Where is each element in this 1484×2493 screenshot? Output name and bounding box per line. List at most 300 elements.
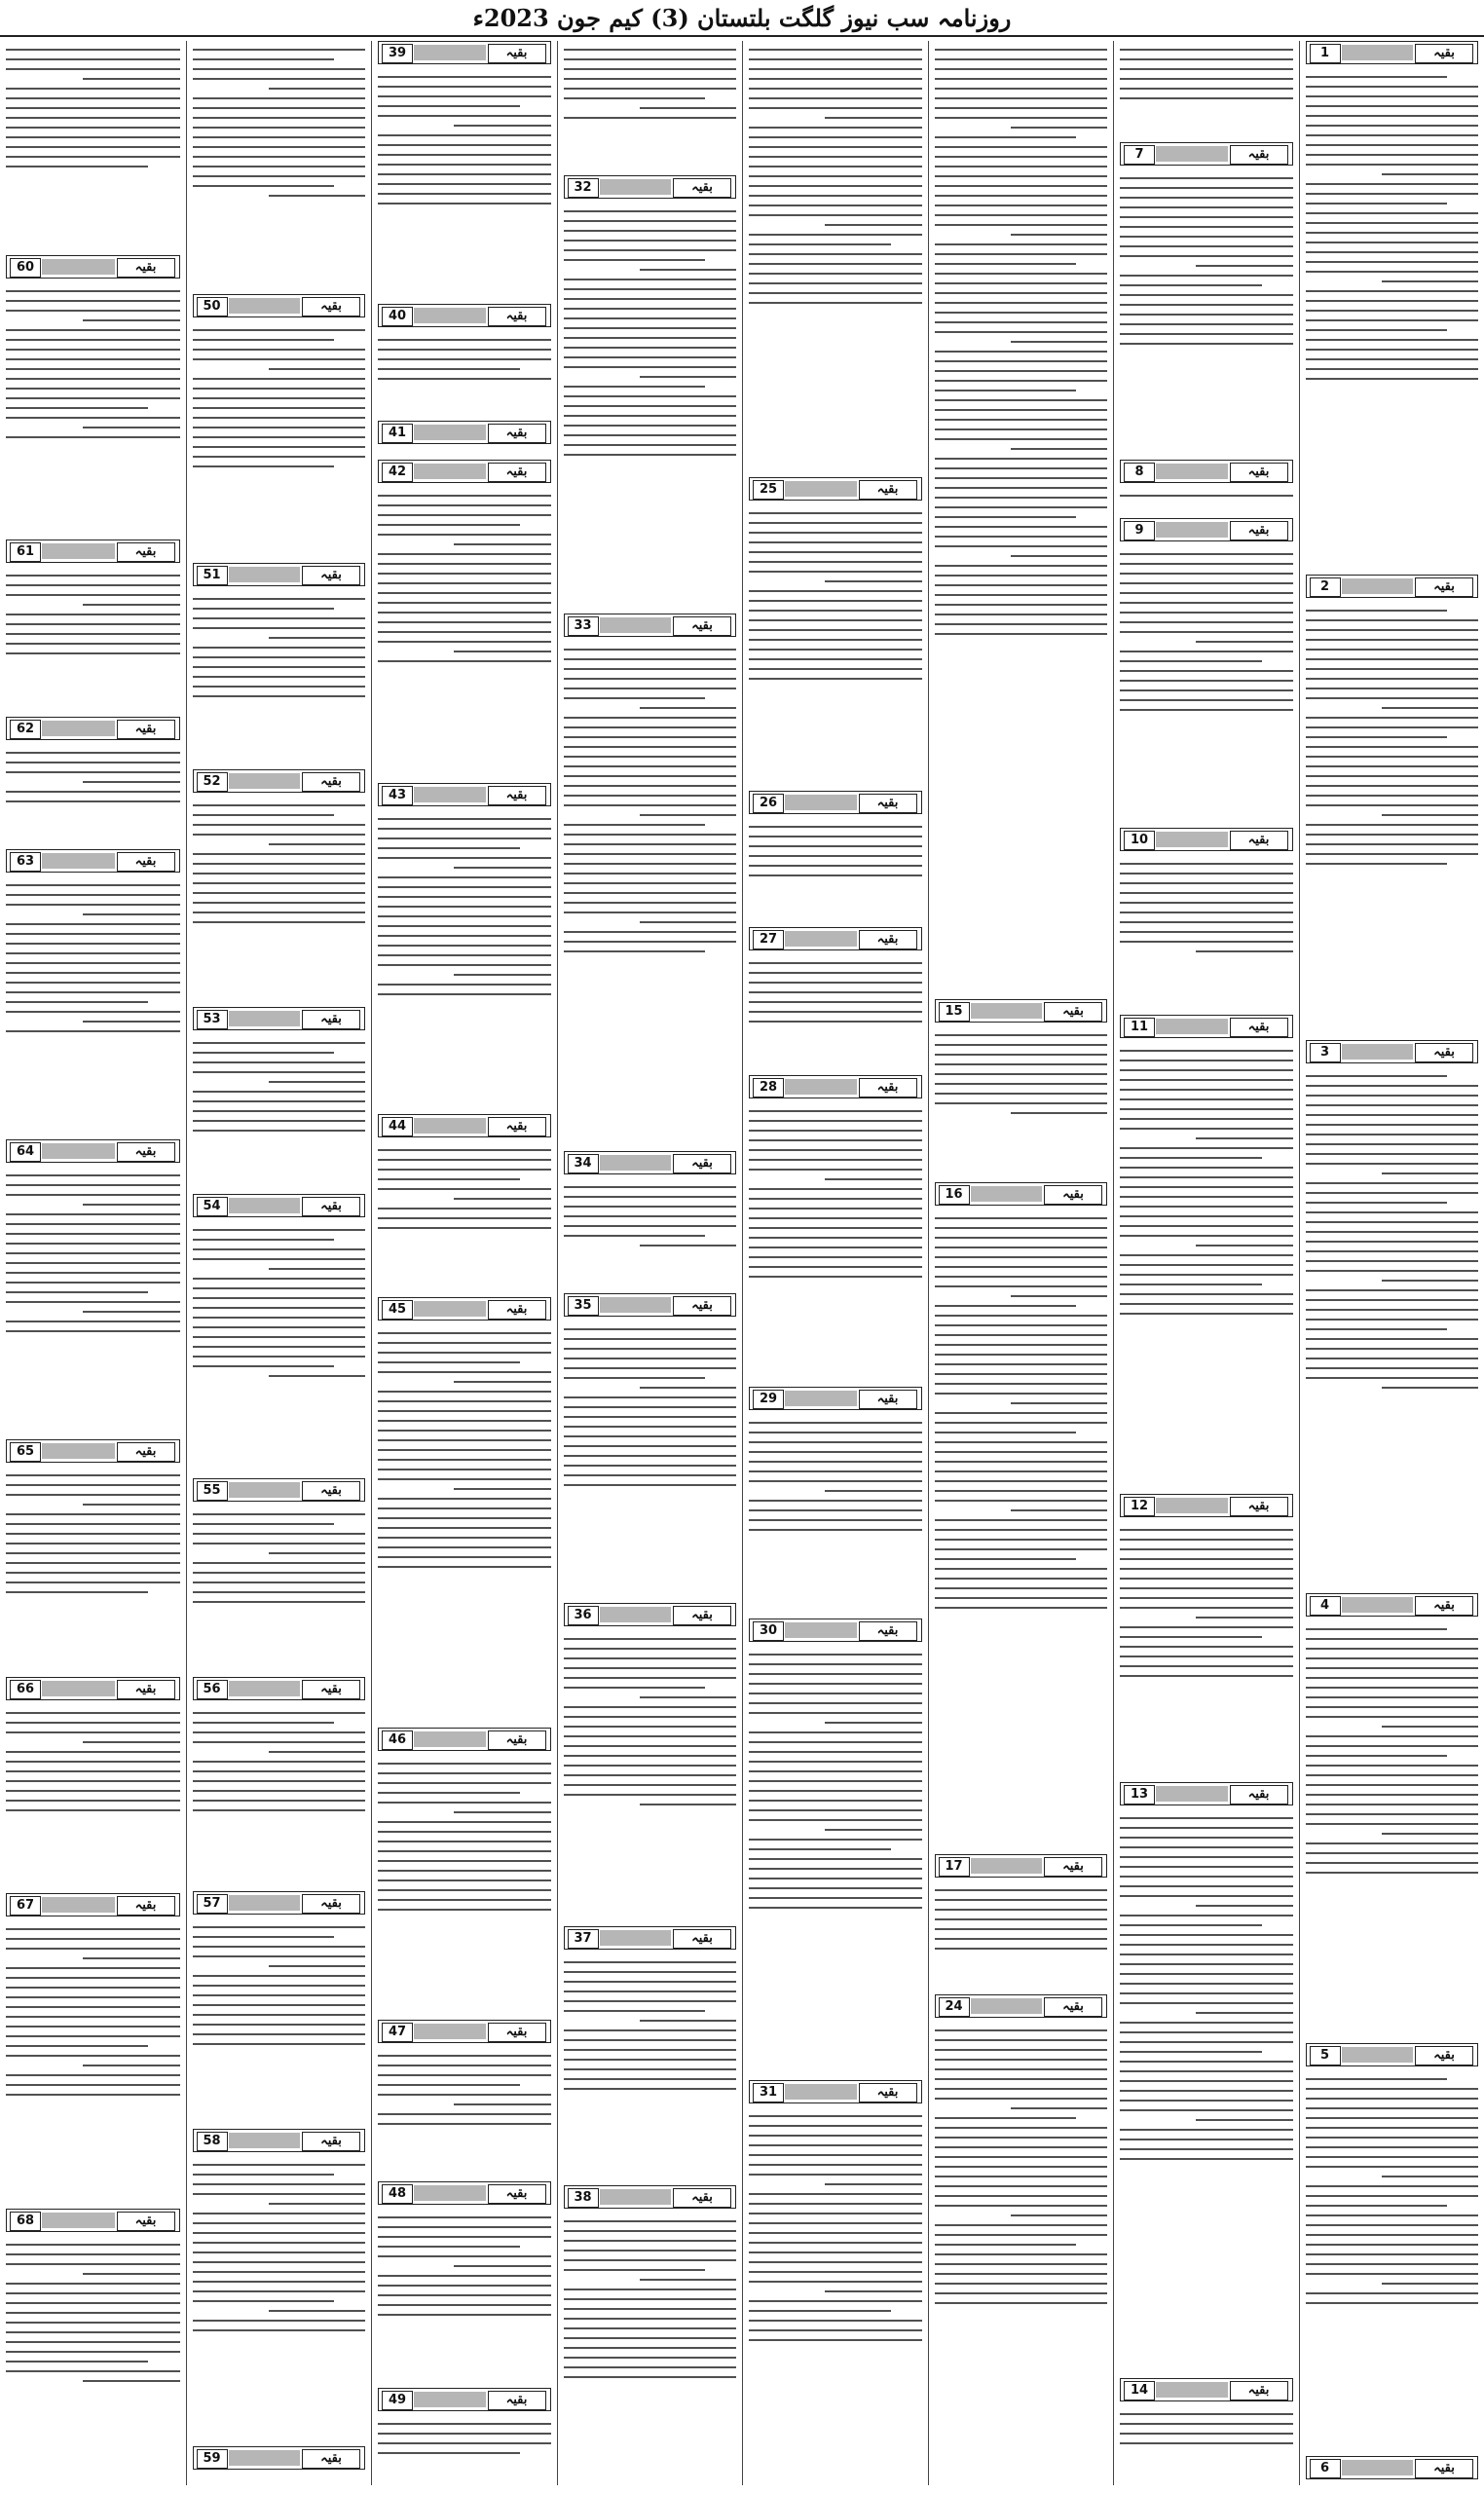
continuation-label: بقیہ (673, 616, 731, 636)
box-number: 59 (197, 2449, 228, 2469)
text-line (935, 2205, 1108, 2207)
text-line (749, 1227, 922, 1229)
text-line (935, 1393, 1108, 1395)
news-column (371, 41, 557, 2485)
text-line (935, 409, 1108, 411)
text-line (1120, 1196, 1293, 1198)
text-line (935, 166, 1108, 167)
continuation-box (378, 783, 551, 806)
text-line (1120, 1176, 1293, 1178)
article-text-block (1306, 68, 1479, 571)
text-line (935, 107, 1108, 109)
text-line (1120, 68, 1293, 70)
text-line (1306, 824, 1479, 826)
text-line (749, 826, 922, 828)
continuation-box (6, 2209, 180, 2232)
text-line (1306, 775, 1479, 777)
text-line (193, 2261, 366, 2263)
text-line (378, 368, 520, 370)
text-line (378, 154, 551, 156)
text-line (1120, 873, 1293, 874)
continuation-label: بقیہ (302, 1680, 360, 1699)
text-line (640, 1804, 736, 1805)
text-line (749, 1422, 922, 1424)
text-line (749, 836, 922, 837)
continuation-box (1120, 518, 1293, 541)
box-number: 1 (1310, 44, 1341, 63)
text-line (193, 427, 366, 428)
text-line (1306, 726, 1479, 728)
text-line (454, 1198, 550, 1200)
box-number: 6 (1310, 2459, 1341, 2478)
text-line (1120, 1675, 1293, 1677)
text-line (1120, 2061, 1293, 2063)
text-line (749, 865, 922, 867)
text-line (6, 407, 148, 409)
text-line (6, 1996, 180, 1998)
text-line (193, 1523, 335, 1525)
box-shade (1156, 1786, 1228, 1802)
box-shade (229, 1482, 301, 1498)
text-line (1306, 1095, 1479, 1097)
text-line (935, 467, 1108, 469)
text-line (193, 1258, 366, 1260)
text-line (1120, 2158, 1293, 2160)
text-line (1120, 97, 1293, 99)
box-number: 32 (568, 178, 599, 198)
text-line (1120, 1837, 1293, 1839)
text-line (564, 2288, 737, 2290)
text-line (378, 612, 551, 614)
text-line (749, 1217, 922, 1219)
text-line (378, 553, 551, 555)
text-line (378, 602, 551, 604)
text-line (378, 2255, 551, 2257)
text-line (749, 1011, 922, 1013)
box-number: 66 (10, 1680, 41, 1699)
text-line (749, 214, 922, 216)
box-shade (785, 1079, 857, 1095)
text-line (564, 288, 737, 290)
text-line (378, 1439, 551, 1441)
text-line (6, 1262, 180, 1264)
box-number: 40 (382, 307, 413, 326)
text-line (935, 282, 1108, 284)
text-line (749, 1654, 922, 1656)
text-line (6, 1301, 180, 1303)
article-text-block (935, 1026, 1108, 1178)
text-line (1306, 2263, 1479, 2265)
text-line (564, 717, 737, 719)
text-line (83, 1957, 180, 1959)
text-line (193, 146, 366, 148)
text-line (378, 2065, 551, 2066)
box-shade (414, 1731, 486, 1747)
text-line (378, 993, 551, 995)
text-line (1306, 1309, 1479, 1311)
continuation-box (193, 769, 366, 793)
text-line (1306, 86, 1479, 88)
text-line (1306, 300, 1479, 302)
text-line (378, 134, 551, 136)
continuation-box (564, 1293, 737, 1317)
text-line (1306, 310, 1479, 312)
box-shade (785, 2084, 857, 2100)
text-line (193, 2213, 366, 2214)
text-line (1120, 1225, 1293, 1227)
box-number: 26 (753, 794, 784, 813)
box-shade (414, 2185, 486, 2201)
text-line (1120, 1944, 1293, 1946)
text-line (1120, 2070, 1293, 2072)
text-line (6, 633, 180, 635)
text-line (378, 1371, 551, 1373)
text-line (1120, 1079, 1293, 1081)
text-line (749, 1770, 922, 1772)
text-line (1120, 1983, 1293, 1985)
text-line (1120, 941, 1293, 943)
text-line (6, 923, 180, 925)
text-line (564, 356, 737, 358)
text-line (564, 658, 737, 660)
text-line (378, 641, 551, 643)
text-line (640, 921, 736, 923)
text-line (378, 1556, 551, 1558)
text-line (378, 339, 551, 341)
continuation-label: بقیہ (488, 1730, 546, 1750)
text-line (193, 892, 366, 894)
text-line (564, 746, 737, 748)
text-line (1120, 226, 1293, 228)
text-line (6, 1252, 180, 1254)
continuation-box (749, 791, 922, 814)
text-line (1120, 912, 1293, 913)
text-line (193, 1581, 366, 1583)
text-line (6, 2074, 180, 2076)
text-line (1120, 689, 1293, 691)
text-line (1306, 1289, 1479, 1291)
text-line (935, 2185, 1108, 2187)
text-line (564, 1991, 737, 1992)
text-line (1120, 1098, 1293, 1100)
text-line (6, 1174, 180, 1176)
text-line (564, 2327, 737, 2329)
text-line (378, 1899, 551, 1901)
text-line (6, 1552, 180, 1554)
text-line (935, 321, 1108, 323)
text-line (935, 1246, 1108, 1248)
continuation-box (378, 2181, 551, 2205)
text-line (640, 1696, 736, 1698)
continuation-label: بقیہ (859, 1078, 917, 1098)
text-line (378, 1449, 551, 1451)
text-line (6, 2006, 180, 2008)
text-line (454, 125, 550, 127)
text-line (1120, 1548, 1293, 1550)
text-line (564, 2269, 706, 2271)
text-line (1306, 1114, 1479, 1116)
text-line (454, 867, 550, 869)
text-line (1120, 553, 1293, 555)
text-line (269, 1965, 365, 1967)
continuation-box (1120, 142, 1293, 166)
box-number: 7 (1124, 145, 1155, 165)
text-line (749, 1159, 922, 1161)
text-line (749, 1509, 922, 1511)
text-line (1011, 341, 1107, 343)
continuation-label: بقیہ (302, 1894, 360, 1914)
text-line (1120, 2090, 1293, 2092)
text-line (193, 1061, 366, 1063)
text-line (193, 1229, 366, 1231)
text-line (193, 1790, 366, 1792)
text-line (193, 902, 366, 904)
continuation-box (564, 1926, 737, 1950)
text-line (935, 1044, 1108, 1046)
text-line (193, 1741, 366, 1743)
text-line (935, 2068, 1108, 2070)
box-number: 35 (568, 1296, 599, 1316)
text-line (749, 2164, 922, 2166)
text-line (935, 2253, 1108, 2255)
text-line (1120, 1284, 1262, 1285)
box-shade (42, 721, 115, 736)
text-line (378, 818, 551, 820)
text-line (6, 1243, 180, 1245)
continuation-label: بقیہ (859, 930, 917, 949)
text-line (935, 1334, 1108, 1336)
article-text-block (935, 1209, 1108, 1850)
text-line (6, 584, 180, 586)
text-line (935, 2224, 1108, 2226)
text-line (564, 2259, 737, 2261)
text-line (935, 1899, 1108, 1901)
continuation-box (193, 1478, 366, 1502)
text-line (378, 1420, 551, 1422)
text-line (935, 1063, 1108, 1065)
continuation-label: بقیہ (1230, 145, 1288, 165)
text-line (749, 2281, 922, 2283)
text-line (1306, 2244, 1479, 2246)
text-line (193, 804, 366, 806)
box-number: 52 (197, 772, 228, 792)
text-line (193, 873, 366, 874)
text-line (193, 2033, 366, 2035)
continuation-box (564, 1151, 737, 1174)
text-line (749, 571, 922, 573)
text-line (1306, 2127, 1479, 2129)
text-line (1120, 902, 1293, 904)
text-line (935, 2098, 1108, 2100)
article-text-block (564, 41, 737, 171)
continuation-box (1306, 41, 1479, 64)
text-line (1306, 1823, 1479, 1825)
text-line (1120, 921, 1293, 923)
text-line (935, 1354, 1108, 1356)
text-line (6, 962, 180, 964)
text-line (935, 497, 1108, 499)
text-line (378, 1169, 551, 1171)
text-line (1120, 1597, 1293, 1599)
article-text-block (6, 567, 180, 713)
text-line (935, 545, 1108, 547)
continuation-label: بقیہ (859, 2083, 917, 2102)
text-line (935, 584, 1108, 586)
text-line (564, 415, 737, 417)
text-line (1011, 1295, 1107, 1297)
text-line (193, 814, 335, 816)
text-line (749, 1110, 922, 1112)
text-line (749, 1276, 922, 1278)
text-line (83, 1204, 180, 1206)
article-text-block (564, 641, 737, 1147)
text-line (378, 1149, 551, 1151)
continuation-box (378, 2020, 551, 2043)
text-line (640, 707, 736, 709)
text-line (749, 1839, 922, 1841)
text-line (564, 892, 737, 894)
article-text-block (564, 1178, 737, 1289)
news-column (1113, 41, 1299, 2485)
text-line (564, 1735, 737, 1737)
text-line (193, 349, 366, 351)
text-line (749, 68, 922, 70)
text-line (749, 146, 922, 148)
text-line (564, 2250, 737, 2251)
text-line (1306, 2156, 1479, 2158)
text-line (1306, 785, 1479, 787)
continuation-box (935, 1182, 1108, 1206)
text-line (193, 68, 366, 70)
text-line (1306, 105, 1479, 107)
text-line (564, 950, 706, 952)
text-line (935, 2059, 1108, 2061)
text-line (1120, 1118, 1293, 1120)
text-line (1120, 2109, 1293, 2111)
article-text-block (564, 2213, 737, 2481)
text-line (564, 2376, 737, 2378)
box-number: 65 (10, 1442, 41, 1462)
text-line (1120, 2148, 1293, 2150)
continuation-box (193, 1891, 366, 1915)
article-text-block (193, 1034, 366, 1190)
text-line (935, 156, 1108, 158)
text-line (1382, 1387, 1478, 1389)
text-line (749, 561, 922, 563)
text-line (378, 378, 551, 380)
text-line (564, 775, 737, 777)
continuation-label: بقیہ (859, 480, 917, 500)
text-line (1306, 795, 1479, 797)
text-line (564, 1677, 737, 1679)
text-line (193, 1533, 366, 1535)
text-line (193, 1346, 366, 1348)
text-line (935, 49, 1108, 51)
box-number: 55 (197, 1481, 228, 1501)
text-line (564, 1377, 706, 1379)
continuation-box (1120, 460, 1293, 483)
box-shade (42, 1897, 115, 1913)
text-line (1120, 1856, 1293, 1858)
text-line (1120, 197, 1293, 199)
text-line (749, 2261, 922, 2263)
box-shade (1342, 2460, 1414, 2475)
article-text-block (1120, 487, 1293, 514)
continuation-box (1306, 2456, 1479, 2479)
text-line (749, 253, 922, 255)
article-text-block (749, 1102, 922, 1383)
text-line (378, 1831, 551, 1833)
text-line (378, 1860, 551, 1862)
text-line (1120, 88, 1293, 90)
box-number: 58 (197, 2132, 228, 2151)
text-line (1011, 2214, 1107, 2216)
text-line (1306, 154, 1479, 156)
text-line (935, 1285, 1108, 1287)
continuation-label: بقیہ (1044, 1002, 1102, 1022)
text-line (1306, 193, 1479, 195)
continuation-label: بقیہ (302, 2132, 360, 2151)
text-line (1306, 1085, 1479, 1087)
continuation-box (378, 41, 551, 64)
continuation-label: بقیہ (673, 1929, 731, 1949)
text-line (749, 541, 922, 543)
continuation-box (1120, 2378, 1293, 2401)
text-line (749, 1741, 922, 1743)
text-line (1306, 610, 1448, 612)
box-number: 33 (568, 616, 599, 636)
continuation-box (564, 1603, 737, 1626)
text-line (378, 1507, 551, 1509)
continuation-label: بقیہ (1415, 2459, 1473, 2478)
text-line (749, 1237, 922, 1239)
text-line (6, 1751, 180, 1753)
text-line (1306, 658, 1479, 660)
text-line (1306, 688, 1479, 689)
text-line (1306, 319, 1479, 321)
text-line (935, 1451, 1108, 1453)
text-line (1306, 1842, 1479, 1844)
text-line (749, 58, 922, 60)
text-line (749, 1169, 922, 1171)
box-number: 44 (382, 1117, 413, 1136)
text-line (749, 619, 922, 621)
continuation-label: بقیہ (859, 1621, 917, 1641)
news-column (928, 41, 1114, 2485)
text-line (564, 1196, 737, 1198)
continuation-label: بقیہ (117, 2212, 175, 2231)
text-line (564, 327, 737, 329)
text-line (564, 726, 737, 728)
continuation-box (193, 1007, 366, 1030)
article-text-block (749, 818, 922, 923)
text-line (1306, 2273, 1479, 2275)
box-number: 28 (753, 1078, 784, 1098)
text-line (749, 1800, 922, 1802)
text-line (6, 1291, 148, 1293)
text-line (749, 234, 922, 236)
text-line (935, 1237, 1108, 1239)
box-shade (1342, 578, 1414, 594)
text-line (935, 1217, 1108, 1219)
text-line (935, 2088, 1108, 2090)
text-line (378, 2452, 520, 2454)
text-line (6, 388, 180, 390)
text-line (1306, 843, 1479, 845)
text-line (935, 2156, 1108, 2158)
text-line (6, 2322, 180, 2324)
box-shade (600, 1930, 672, 1946)
